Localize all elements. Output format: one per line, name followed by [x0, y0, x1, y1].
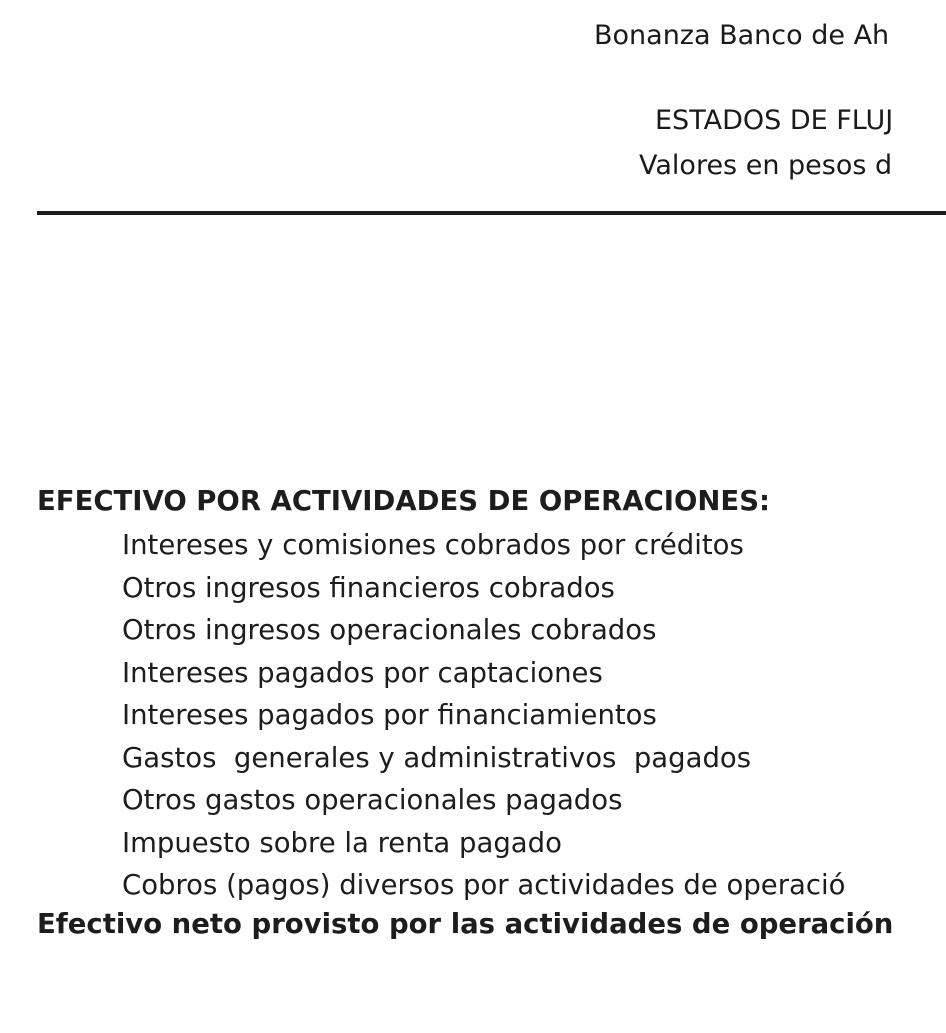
section-total-line: Efectivo neto provisto por las actividades de operación: [37, 908, 894, 940]
header-divider: [37, 211, 946, 215]
line-item: Otros ingresos operacionales cobrados: [122, 614, 657, 646]
document-subtitle: Valores en pesos d: [639, 150, 893, 181]
line-item: Intereses pagados por financiamientos: [122, 699, 657, 731]
line-items-list: [122, 529, 846, 915]
bank-name: Bonanza Banco de Ah: [594, 20, 890, 51]
line-item: Cobros (pagos) diversos por actividades de operació: [122, 869, 846, 901]
section-heading: EFECTIVO POR ACTIVIDADES DE OPERACIONES:: [37, 485, 770, 517]
document-title: ESTADOS DE FLUJ: [655, 105, 894, 136]
line-item: Intereses y comisiones cobrados por créditos: [122, 529, 744, 561]
line-item: Otros ingresos financieros cobrados: [122, 571, 615, 604]
line-item: Impuesto sobre la renta pagado: [122, 826, 562, 859]
line-item: Otros gastos operacionales pagados: [122, 784, 623, 816]
line-item: Intereses pagados por captaciones: [122, 656, 603, 689]
line-item: Gastos generales y administrativos pagados: [122, 741, 752, 774]
